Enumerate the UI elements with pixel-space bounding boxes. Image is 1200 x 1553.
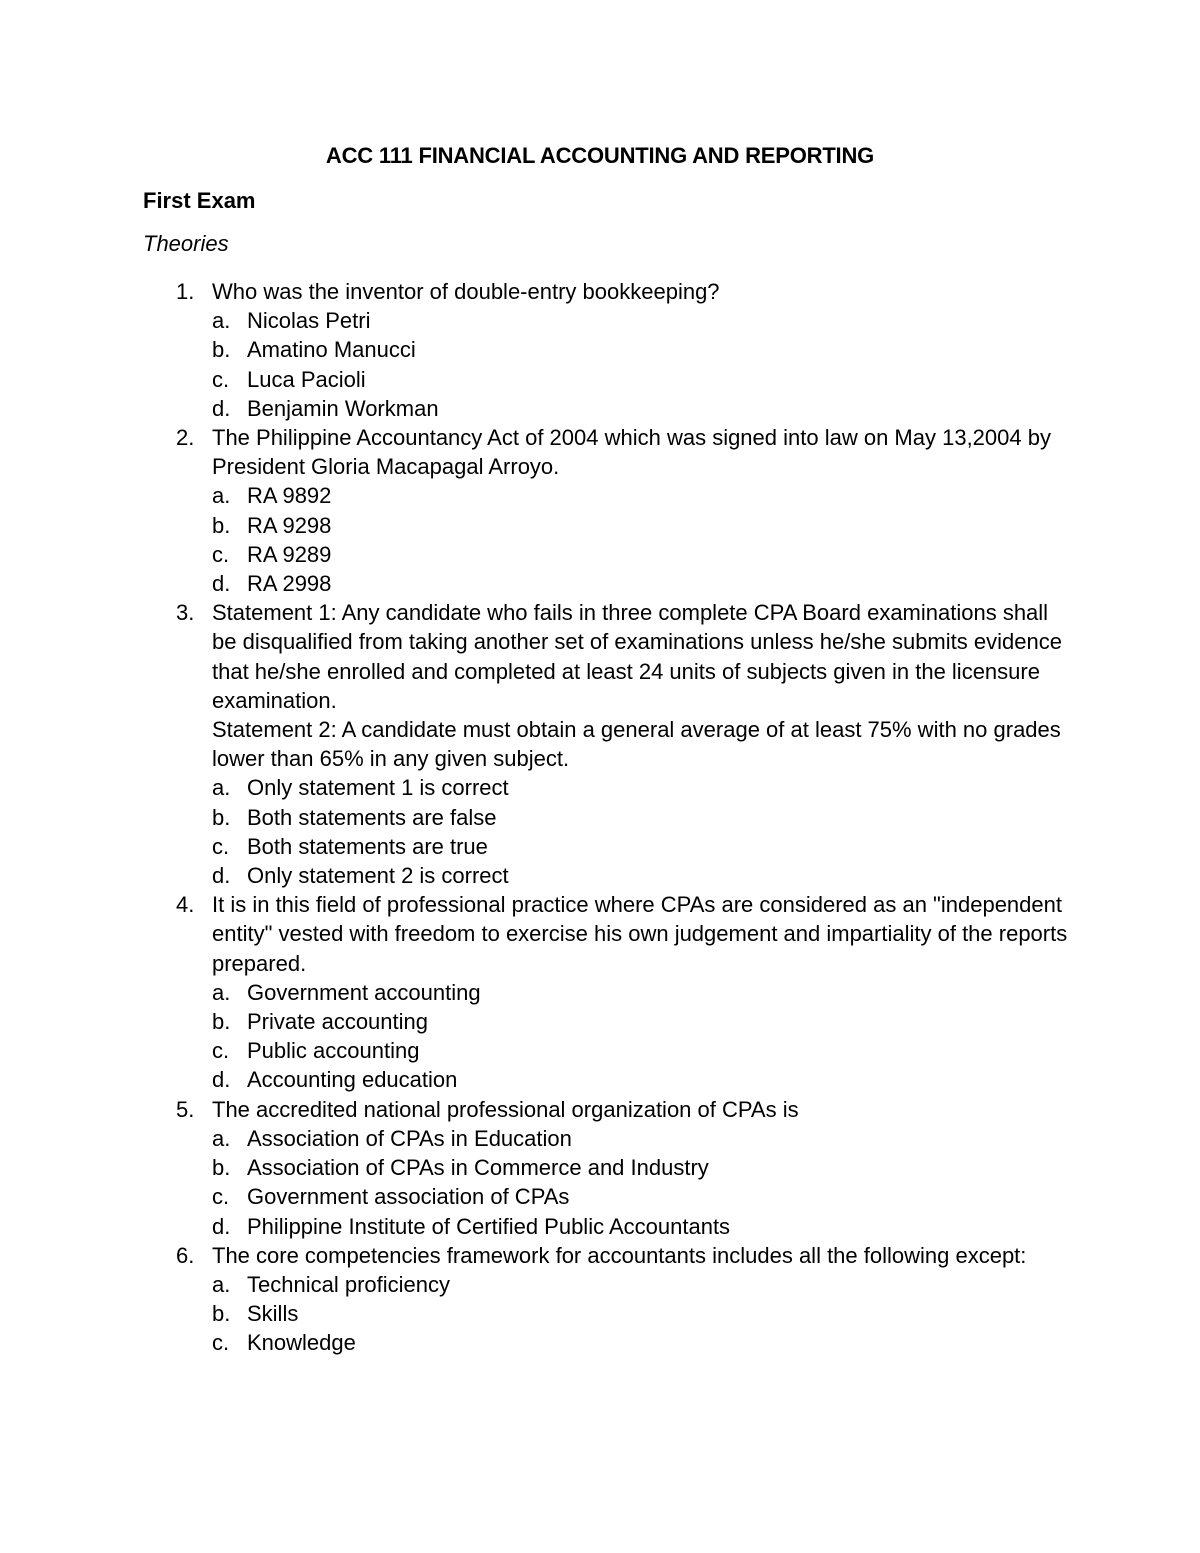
- question-number: 3.: [176, 600, 195, 626]
- question-5: [143, 1095, 1073, 1241]
- question-3: [143, 598, 1073, 890]
- question-text: It is in this field of professional practice where CPAs are considered as an "independent entity" vested with freedom to exercise his own judgement and impartiality of the reports prepared.: [212, 892, 1068, 976]
- question-number: 1.: [176, 279, 195, 304]
- option-list: [212, 773, 1073, 890]
- option-text: RA 9289: [247, 541, 332, 567]
- question-2: [143, 423, 1073, 598]
- option-text: Skills: [247, 1301, 299, 1327]
- option-text: RA 2998: [247, 571, 332, 597]
- option-text: Knowledge: [247, 1330, 356, 1356]
- option: [212, 832, 1073, 861]
- option-letter: b.: [212, 512, 231, 538]
- option-text: Association of CPAs in Commerce and Industry: [247, 1155, 709, 1181]
- option-letter: d.: [212, 571, 231, 597]
- option-list: [212, 1124, 1073, 1241]
- option: [212, 803, 1073, 832]
- question-6: [143, 1241, 1073, 1358]
- option-list: [212, 481, 1073, 598]
- option: [212, 1124, 1073, 1153]
- question-number: 5.: [176, 1096, 195, 1122]
- option-letter: c.: [212, 541, 230, 567]
- option: [212, 1328, 1073, 1357]
- option: [212, 978, 1073, 1007]
- option-text: Technical proficiency: [247, 1271, 450, 1297]
- question-text: The core competencies framework for accountants includes all the following except:: [212, 1242, 1027, 1268]
- question-number: 4.: [176, 892, 195, 918]
- option-text: Government association of CPAs: [247, 1184, 570, 1210]
- option: [212, 306, 1073, 335]
- option: [212, 773, 1073, 802]
- section-label: Theories: [143, 231, 229, 256]
- option-letter: d.: [212, 1067, 231, 1093]
- option-text: Public accounting: [247, 1038, 420, 1064]
- option-list: [212, 306, 1073, 423]
- option: [212, 511, 1073, 540]
- option: [212, 540, 1073, 569]
- option-list: [212, 978, 1073, 1095]
- exam-heading: First Exam: [143, 188, 256, 213]
- option: [212, 1270, 1073, 1299]
- option-letter: d.: [212, 395, 231, 421]
- option-letter: a.: [212, 483, 231, 509]
- option-text: Only statement 2 is correct: [247, 863, 509, 889]
- option: [212, 365, 1073, 394]
- option-letter: c.: [212, 833, 230, 859]
- option: [212, 394, 1073, 423]
- option: [212, 1212, 1073, 1241]
- option: [212, 1007, 1073, 1036]
- option: [212, 1182, 1073, 1211]
- option-text: RA 9892: [247, 483, 332, 509]
- option-letter: d.: [212, 863, 231, 889]
- option-letter: a.: [212, 308, 231, 334]
- option-text: Government accounting: [247, 979, 481, 1005]
- option-text: RA 9298: [247, 512, 332, 538]
- option-text: Private accounting: [247, 1009, 428, 1035]
- option: [212, 1036, 1073, 1065]
- option: [212, 1153, 1073, 1182]
- option: [212, 1065, 1073, 1094]
- option-text: Both statements are false: [247, 804, 497, 830]
- option-letter: a.: [212, 1271, 231, 1297]
- option-letter: a.: [212, 1125, 231, 1151]
- option-text: Only statement 1 is correct: [247, 775, 509, 801]
- question-number: 6.: [176, 1242, 195, 1268]
- option: [212, 481, 1073, 510]
- question-text: Who was the inventor of double-entry bookkeeping?: [212, 279, 720, 304]
- option-list: [212, 1270, 1073, 1358]
- question-4: [143, 890, 1073, 1094]
- option-letter: d.: [212, 1213, 231, 1239]
- option-text: Both statements are true: [247, 833, 488, 859]
- option: [212, 335, 1073, 364]
- option-letter: c.: [212, 1330, 230, 1356]
- option: [212, 569, 1073, 598]
- option-letter: b.: [212, 1155, 231, 1181]
- option-letter: c.: [212, 1038, 230, 1064]
- option-text: Philippine Institute of Certified Public Accountants: [247, 1213, 731, 1239]
- option-letter: c.: [212, 366, 230, 392]
- option-letter: c.: [212, 1184, 230, 1210]
- option-letter: b.: [212, 1009, 231, 1035]
- question-number: 2.: [176, 425, 195, 451]
- document-title: ACC 111 FINANCIAL ACCOUNTING AND REPORTING: [325, 143, 875, 168]
- option-text: Accounting education: [247, 1067, 458, 1093]
- option-letter: a.: [212, 775, 231, 801]
- option-text: Nicolas Petri: [247, 308, 371, 334]
- question-list: [143, 277, 1073, 1358]
- option-letter: b.: [212, 337, 231, 363]
- option-letter: b.: [212, 804, 231, 830]
- option-text: Benjamin Workman: [247, 395, 439, 421]
- option-text: Luca Pacioli: [247, 366, 366, 392]
- option: [212, 861, 1073, 890]
- option-text: Amatino Manucci: [247, 337, 416, 363]
- question-text: The accredited national professional organization of CPAs is: [212, 1096, 799, 1122]
- option-text: Association of CPAs in Education: [247, 1125, 572, 1151]
- statement-1-text: Statement 1: Any candidate who fails in three complete CPA Board examinations shall be disqualified from taking another set of examinations unless he/she submits evidence that he/she enrolled and completed at least 24 units of subjects given in the licensure examination.: [212, 600, 1062, 713]
- option-letter: a.: [212, 979, 231, 1005]
- question-1: [143, 277, 1073, 423]
- question-text: The Philippine Accountancy Act of 2004 which was signed into law on May 13,2004 by President Gloria Macapagal Arroyo.: [212, 425, 1051, 480]
- statement-2-text: Statement 2: A candidate must obtain a general average of at least 75% with no grades lower than 65% in any given subject.: [212, 717, 1061, 772]
- option-letter: b.: [212, 1301, 231, 1327]
- option: [212, 1299, 1073, 1328]
